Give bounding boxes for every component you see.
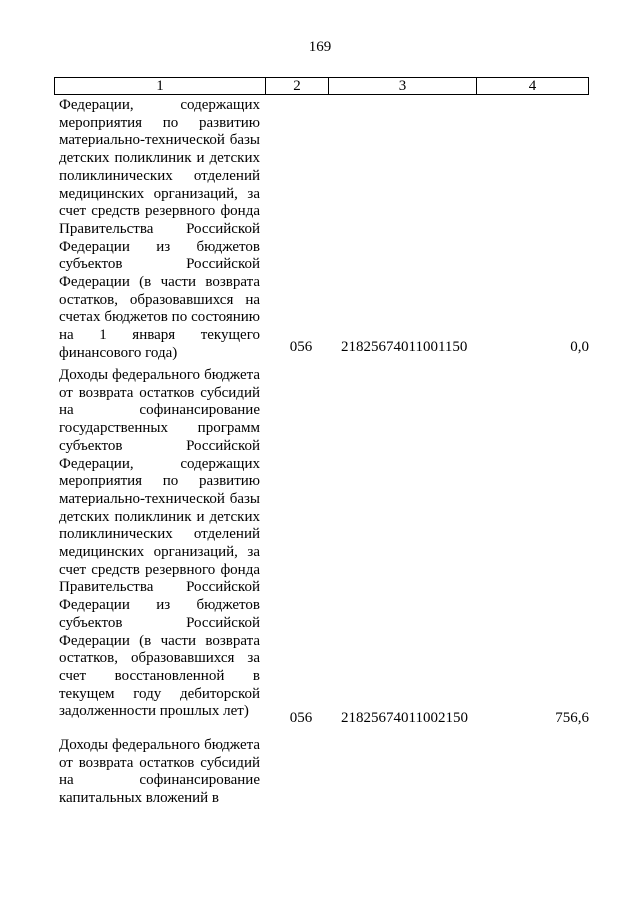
row-kbk-code: 21825674011001150 [341, 339, 468, 355]
page-number: 169 [308, 39, 332, 55]
column-header-3: 3 [329, 78, 477, 94]
row-kbk-code: 21825674011002150 [341, 710, 468, 726]
row-description: Федерации, содержащих мероприятия по развитию материально-технической базы детских поликлиник и детских поликлинических отделений медицинских организаций, за счет средств резервного фонда Правительства Российской Федерации из бюджетов субъектов Российской Федерации (в части возврата остатков, образовавшихся на счетах бюджетов по состоянию на 1 января текущего финансового года) [59, 97, 260, 361]
table-row [59, 367, 589, 726]
column-header-1: 1 [55, 78, 266, 94]
table-row [59, 97, 589, 363]
table-header [54, 77, 589, 95]
row-description: Доходы федерального бюджета от возврата остатков субсидий на софинансирование государственных программ субъектов Российской Федерации, содержащих мероприятия по развитию материально-технической базы детских поликлиник и детских поликлинических отделений медицинских организаций, за счет средств резервного фонда Правительства Российской Федерации из бюджетов субъектов Российской Федерации (в части возврата остатков, образовавшихся за счет восстановленной в текущем году дебиторской задолженности прошлых лет) [59, 367, 260, 720]
column-header-2: 2 [266, 78, 329, 94]
table-row [59, 737, 589, 808]
column-header-4: 4 [528, 78, 537, 94]
row-admin-code: 056 [289, 339, 313, 355]
row-amount: 756,6 [555, 710, 589, 726]
row-description: Доходы федерального бюджета от возврата остатков субсидий на софинансирование капитальных вложений в [59, 737, 260, 807]
row-admin-code: 056 [289, 710, 313, 726]
row-amount: 0,0 [570, 339, 589, 355]
